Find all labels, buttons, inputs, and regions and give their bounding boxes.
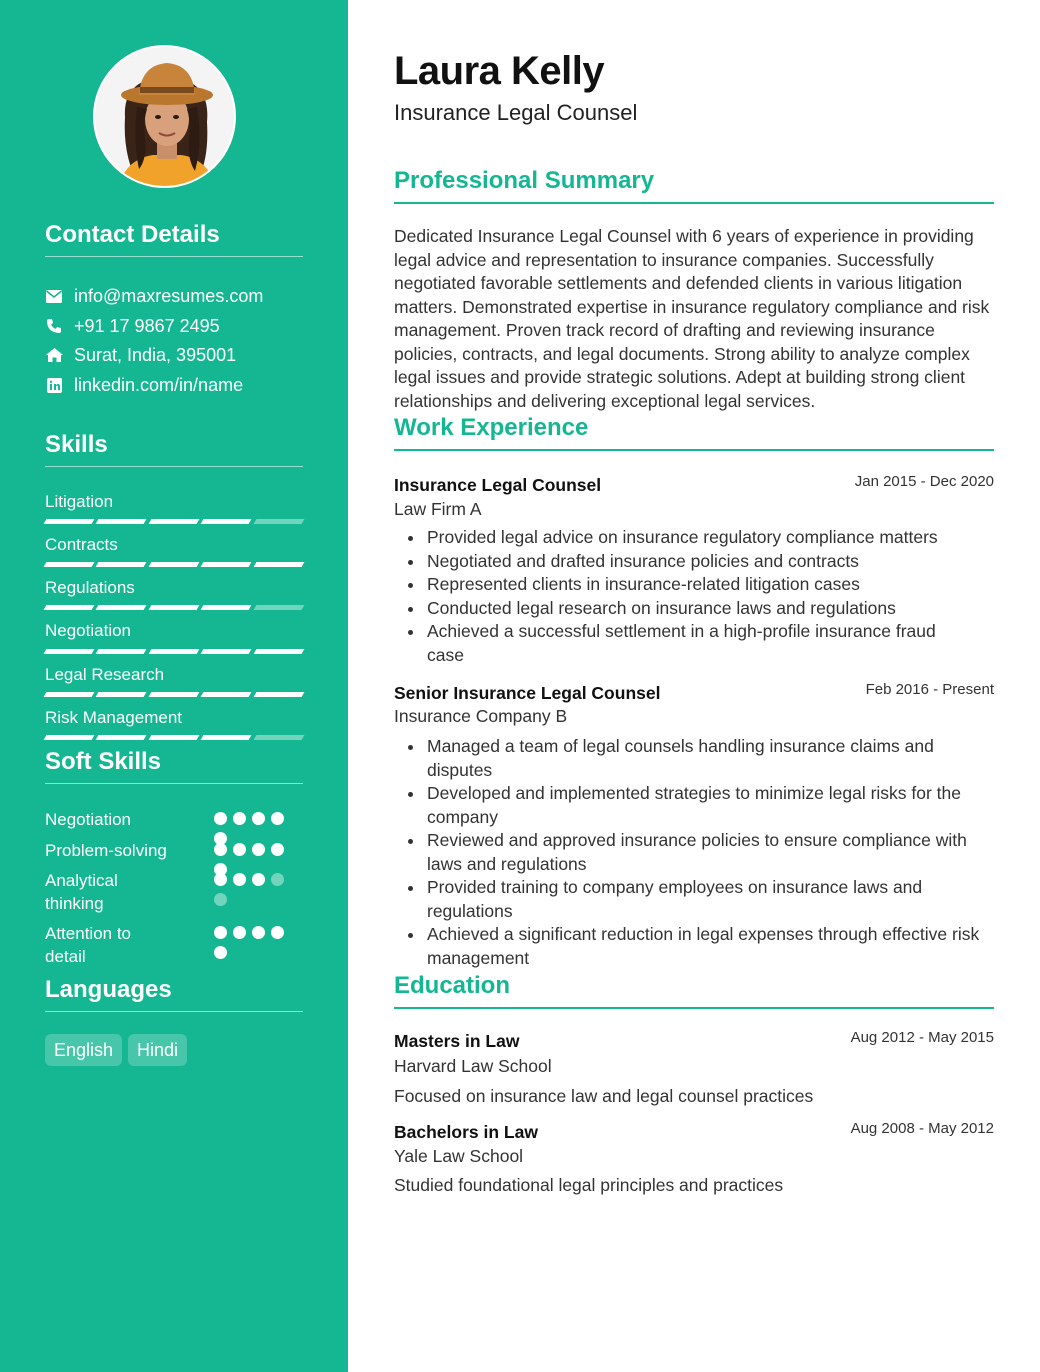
contact-phone[interactable] xyxy=(45,315,220,337)
skill-label: Contracts xyxy=(45,535,118,554)
skill-bar-segment xyxy=(44,562,95,567)
summary-heading: Professional Summary xyxy=(394,166,994,204)
rating-dot xyxy=(233,812,246,825)
job-title: Senior Insurance Legal Counsel xyxy=(394,683,661,703)
skills-heading: Skills xyxy=(45,430,303,467)
envelope-icon xyxy=(45,287,63,305)
profile-photo xyxy=(93,45,236,188)
contact-heading: Contact Details xyxy=(45,220,303,257)
rating-dot xyxy=(252,812,265,825)
soft-skill-rating xyxy=(214,812,294,845)
skill-label: Risk Management xyxy=(45,708,183,727)
skill-bar-segment xyxy=(253,562,304,567)
job-bullet: Represented clients in insurance-related litigation cases xyxy=(394,573,994,597)
contact-linkedin-text: linkedin.com/in/name xyxy=(74,375,244,395)
job-bullet: Reviewed and approved insurance policies to ensure compliance with laws and regulations xyxy=(394,829,994,876)
rating-dot xyxy=(252,873,265,886)
skill-bar-segment xyxy=(96,605,147,610)
skill-bar-segment xyxy=(201,605,252,610)
skill-label: Legal Research xyxy=(45,665,165,684)
edu-school: Yale Law School xyxy=(394,1146,524,1166)
skill-bar-segment xyxy=(201,562,252,567)
rating-dot xyxy=(214,843,227,856)
skill-bar-segment xyxy=(253,735,304,740)
job-bullets xyxy=(394,526,994,667)
home-icon xyxy=(45,346,63,364)
skill-bar-segment xyxy=(148,519,199,524)
skill-label: Negotiation xyxy=(45,621,132,640)
rating-dot xyxy=(214,893,227,906)
experience-heading: Work Experience xyxy=(394,413,994,451)
job-title: Insurance Legal Counsel xyxy=(394,475,602,495)
job-bullets xyxy=(394,735,994,970)
rating-dot xyxy=(233,873,246,886)
rating-dot xyxy=(233,926,246,939)
language-chip: Hindi xyxy=(128,1034,187,1066)
skill-bar-segment xyxy=(201,649,252,654)
phone-icon xyxy=(45,317,63,335)
skill-bar-segment xyxy=(148,735,199,740)
skill-bar-segment xyxy=(253,519,304,524)
soft-skill-label: Attention to detail xyxy=(45,924,132,966)
rating-dot xyxy=(214,873,227,886)
skill-bar xyxy=(45,692,303,698)
rating-dot xyxy=(252,926,265,939)
soft-skills-heading: Soft Skills xyxy=(45,747,303,784)
rating-dot xyxy=(271,812,284,825)
skill-bar-segment xyxy=(44,692,95,697)
education-heading: Education xyxy=(394,971,994,1009)
rating-dot xyxy=(233,843,246,856)
skill-bar-segment xyxy=(148,562,199,567)
edu-desc: Focused on insurance law and legal counsel practices xyxy=(394,1086,814,1106)
skill-bar-segment xyxy=(148,649,199,654)
soft-skill-rating xyxy=(214,873,294,906)
rating-dot xyxy=(214,926,227,939)
rating-dot xyxy=(271,926,284,939)
skill-bar-segment xyxy=(148,692,199,697)
skill-bar-segment xyxy=(253,649,304,654)
job-bullet: Managed a team of legal counsels handling insurance claims and disputes xyxy=(394,735,994,782)
rating-dot xyxy=(214,946,227,959)
skill-bar-segment xyxy=(96,519,147,524)
rating-dot xyxy=(271,873,284,886)
skill-bar-segment xyxy=(96,692,147,697)
skill-bar-segment xyxy=(148,605,199,610)
job-bullet: Provided training to company employees on insurance laws and regulations xyxy=(394,876,994,923)
job-dates: Feb 2016 - Present xyxy=(865,681,994,698)
edu-dates: Aug 2012 - May 2015 xyxy=(850,1029,994,1046)
soft-skill-label: Negotiation xyxy=(45,810,132,829)
contact-linkedin[interactable] xyxy=(45,374,243,396)
skill-bar-segment xyxy=(96,562,147,567)
soft-skill-label: Analytical thinking xyxy=(45,871,118,913)
job-bullet: Conducted legal research on insurance laws and regulations xyxy=(394,597,994,621)
candidate-role: Insurance Legal Counsel xyxy=(394,100,638,125)
sidebar xyxy=(0,0,348,1372)
contact-phone-text: +91 17 9867 2495 xyxy=(74,316,220,336)
linkedin-icon xyxy=(45,376,63,394)
skill-bar xyxy=(45,649,303,655)
skill-bar-segment xyxy=(201,519,252,524)
skill-bar-segment xyxy=(253,605,304,610)
skill-label: Regulations xyxy=(45,578,135,597)
avatar xyxy=(95,47,236,188)
skill-bar xyxy=(45,519,303,525)
language-chip: English xyxy=(45,1034,122,1066)
job-org: Law Firm A xyxy=(394,499,482,519)
skill-bar xyxy=(45,735,303,741)
edu-degree: Masters in Law xyxy=(394,1031,520,1051)
skill-bar-segment xyxy=(44,735,95,740)
contact-email[interactable] xyxy=(45,285,263,307)
rating-dot xyxy=(271,843,284,856)
soft-skill-label: Problem-solving xyxy=(45,841,167,860)
summary-text: Dedicated Insurance Legal Counsel with 6 years of experience in providing legal advice and representation to insurance companies. Successfully negotiated favorable settlements and defended clients in various litigation matters. Demonstrated expertise in insurance regulatory compliance and risk management. Proven track record of drafting and reviewing insurance policies, contracts, and legal documents. Strong ability to analyze complex legal issues and provide strategic solutions. Adept at building strong client relationships and delivering exceptional legal services. xyxy=(394,226,990,411)
edu-school: Harvard Law School xyxy=(394,1056,552,1076)
skill-bar xyxy=(45,562,303,568)
contact-address-text: Surat, India, 395001 xyxy=(74,345,237,365)
candidate-name: Laura Kelly xyxy=(394,49,605,93)
job-bullet: Developed and implemented strategies to minimize legal risks for the company xyxy=(394,782,994,829)
skill-label: Litigation xyxy=(45,492,114,511)
contact-address xyxy=(45,344,236,366)
soft-skill-rating xyxy=(214,926,294,959)
soft-skill-rating xyxy=(214,843,294,876)
skill-bar-segment xyxy=(201,735,252,740)
job-bullet: Achieved a significant reduction in legal expenses through effective risk management xyxy=(394,923,994,970)
languages-heading: Languages xyxy=(45,975,303,1012)
job-org: Insurance Company B xyxy=(394,706,568,726)
job-dates: Jan 2015 - Dec 2020 xyxy=(854,473,994,490)
skill-bar-segment xyxy=(253,692,304,697)
edu-dates: Aug 2008 - May 2012 xyxy=(850,1120,994,1137)
edu-degree: Bachelors in Law xyxy=(394,1122,538,1142)
skill-bar-segment xyxy=(44,605,95,610)
skill-bar-segment xyxy=(96,649,147,654)
job-bullet: Provided legal advice on insurance regulatory compliance matters xyxy=(394,526,994,550)
contact-email-text: info@maxresumes.com xyxy=(74,286,264,306)
edu-desc: Studied foundational legal principles and practices xyxy=(394,1175,784,1195)
skill-bar-segment xyxy=(96,735,147,740)
rating-dot xyxy=(252,843,265,856)
skill-bar xyxy=(45,605,303,611)
skill-bar-segment xyxy=(201,692,252,697)
skill-bar-segment xyxy=(44,519,95,524)
job-bullet: Negotiated and drafted insurance policies and contracts xyxy=(394,550,994,574)
rating-dot xyxy=(214,812,227,825)
skill-bar-segment xyxy=(44,649,95,654)
job-bullet: Achieved a successful settlement in a high-profile insurance fraud case xyxy=(394,620,994,667)
